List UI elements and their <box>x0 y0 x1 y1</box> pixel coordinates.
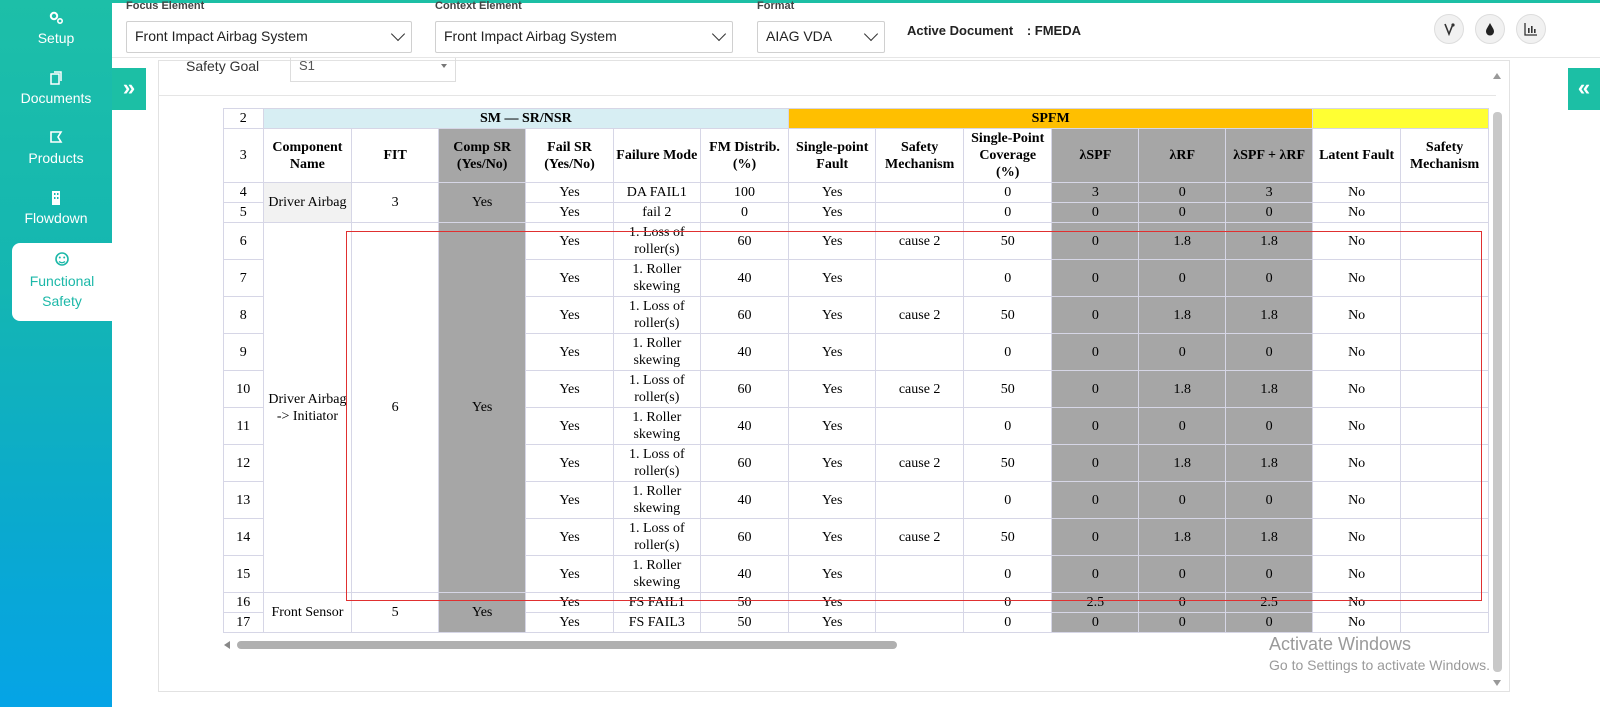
comp-sr-cell[interactable]: Yes <box>439 593 526 633</box>
component-name-cell[interactable]: Driver Airbag -> Initiator <box>263 223 352 593</box>
fmeda-table <box>223 108 1489 633</box>
sidebar-item-functional-safety[interactable] <box>12 243 112 321</box>
drop-icon <box>1484 22 1496 36</box>
column-header: FIT <box>352 129 439 183</box>
lspf-cell[interactable]: 0 <box>1052 556 1139 593</box>
lspf-cell[interactable]: 0 <box>1052 408 1139 445</box>
lrf-cell[interactable]: 0 <box>1139 482 1226 519</box>
safety-goal-select[interactable] <box>290 58 456 82</box>
column-header: λSPF <box>1052 129 1139 183</box>
sm2-cell[interactable] <box>1401 334 1489 371</box>
column-header: Comp SR (Yes/No) <box>439 129 526 183</box>
lspf-cell[interactable]: 0 <box>1052 260 1139 297</box>
format-value: AIAG VDA <box>766 28 833 44</box>
mode-cell[interactable]: 1. Loss of roller(s) <box>613 223 700 260</box>
row-number: 4 <box>224 183 264 203</box>
chart-button[interactable] <box>1516 14 1546 44</box>
latent-cell[interactable]: No <box>1313 482 1401 519</box>
row-number: 9 <box>224 334 264 371</box>
component-name-cell[interactable]: Front Sensor <box>263 593 352 633</box>
column-header-row <box>224 129 1489 183</box>
row-number: 7 <box>224 260 264 297</box>
sum-cell[interactable]: 3 <box>1226 183 1313 203</box>
comp-sr-cell[interactable]: Yes <box>439 223 526 593</box>
spf-cell[interactable]: Yes <box>789 556 876 593</box>
context-element-select[interactable] <box>435 21 733 53</box>
fail-sr-cell[interactable]: Yes <box>526 519 613 556</box>
row-number: 15 <box>224 556 264 593</box>
chevron-down-icon <box>712 27 726 41</box>
cov-cell[interactable]: 0 <box>963 260 1051 297</box>
mode-cell[interactable]: 1. Roller skewing <box>613 408 700 445</box>
mode-cell[interactable]: 1. Loss of roller(s) <box>613 519 700 556</box>
column-header: Component Name <box>263 129 352 183</box>
top-toolbar <box>112 0 1600 58</box>
divider <box>158 95 1496 96</box>
lrf-cell[interactable]: 0 <box>1139 613 1226 633</box>
sm2-cell[interactable] <box>1401 556 1489 593</box>
row-number: 16 <box>224 593 264 613</box>
latent-cell[interactable]: No <box>1313 183 1401 203</box>
sm-cell[interactable]: cause 2 <box>876 297 964 334</box>
row-number: 11 <box>224 408 264 445</box>
sm-cell[interactable]: cause 2 <box>876 519 964 556</box>
latent-cell[interactable]: No <box>1313 519 1401 556</box>
spf-cell[interactable]: Yes <box>789 334 876 371</box>
sidebar-item-label: Functional Safety <box>29 273 95 309</box>
sm2-cell[interactable] <box>1401 482 1489 519</box>
sm2-cell[interactable] <box>1401 260 1489 297</box>
spf-cell[interactable]: Yes <box>789 260 876 297</box>
latent-cell[interactable]: No <box>1313 613 1401 633</box>
row-number: 5 <box>224 203 264 223</box>
active-document <box>907 23 1081 38</box>
lrf-cell[interactable]: 0 <box>1139 203 1226 223</box>
dist-cell[interactable]: 60 <box>700 519 788 556</box>
cov-cell[interactable]: 50 <box>963 445 1051 482</box>
sm2-cell[interactable] <box>1401 519 1489 556</box>
sm-cell[interactable] <box>876 334 964 371</box>
sidebar-item-label: Products <box>28 150 84 166</box>
fmeda-sheet[interactable] <box>223 108 1489 638</box>
latent-cell[interactable]: No <box>1313 593 1401 613</box>
lspf-cell[interactable]: 0 <box>1052 445 1139 482</box>
row-number: 17 <box>224 613 264 633</box>
sm2-cell[interactable] <box>1401 223 1489 260</box>
latent-cell[interactable]: No <box>1313 260 1401 297</box>
sum-cell[interactable]: 1.8 <box>1226 519 1313 556</box>
row-number: 6 <box>224 223 264 260</box>
lspf-cell[interactable]: 0 <box>1052 203 1139 223</box>
mode-cell[interactable]: 1. Loss of roller(s) <box>613 297 700 334</box>
bar-chart-icon <box>1524 22 1538 36</box>
lrf-cell[interactable]: 1.8 <box>1139 519 1226 556</box>
context-element-value: Front Impact Airbag System <box>444 28 617 44</box>
dist-cell[interactable]: 100 <box>700 183 788 203</box>
sidebar-item-documents[interactable] <box>0 70 112 106</box>
format-select[interactable] <box>757 21 885 53</box>
focus-element-label: Focus Element <box>126 0 205 12</box>
lspf-cell[interactable]: 0 <box>1052 482 1139 519</box>
branch-icon <box>1442 22 1456 36</box>
group-header: SM — SR/NSR <box>263 109 789 129</box>
lrf-cell[interactable]: 1.8 <box>1139 297 1226 334</box>
sm2-cell[interactable] <box>1401 593 1489 613</box>
sm-cell[interactable] <box>876 183 964 203</box>
latent-cell[interactable]: No <box>1313 297 1401 334</box>
latent-cell[interactable]: No <box>1313 445 1401 482</box>
lspf-cell[interactable]: 3 <box>1052 183 1139 203</box>
mode-cell[interactable]: 1. Roller skewing <box>613 334 700 371</box>
lrf-cell[interactable]: 1.8 <box>1139 371 1226 408</box>
gears-icon <box>48 10 64 26</box>
row-number: 13 <box>224 482 264 519</box>
sum-cell[interactable]: 1.8 <box>1226 297 1313 334</box>
cov-cell[interactable]: 50 <box>963 297 1051 334</box>
fail-sr-cell[interactable]: Yes <box>526 445 613 482</box>
focus-element-value: Front Impact Airbag System <box>135 28 308 44</box>
spf-cell[interactable]: Yes <box>789 183 876 203</box>
dist-cell[interactable]: 40 <box>700 556 788 593</box>
sum-cell[interactable]: 0 <box>1226 613 1313 633</box>
cov-cell[interactable]: 0 <box>963 556 1051 593</box>
sidebar-item-flowdown[interactable] <box>0 190 112 226</box>
lrf-cell[interactable]: 1.8 <box>1139 223 1226 260</box>
latent-cell[interactable]: No <box>1313 334 1401 371</box>
mode-cell[interactable]: 1. Roller skewing <box>613 482 700 519</box>
dist-cell[interactable]: 40 <box>700 482 788 519</box>
fail-sr-cell[interactable]: Yes <box>526 334 613 371</box>
sm-cell[interactable] <box>876 203 964 223</box>
component-name-cell[interactable]: Driver Airbag <box>263 183 352 223</box>
column-header: Safety Mechanism <box>876 129 964 183</box>
lrf-cell[interactable]: 1.8 <box>1139 445 1226 482</box>
fail-sr-cell[interactable]: Yes <box>526 482 613 519</box>
table-row[interactable] <box>224 593 1489 613</box>
cov-cell[interactable]: 0 <box>963 203 1051 223</box>
lspf-cell[interactable]: 2.5 <box>1052 593 1139 613</box>
fail-sr-cell[interactable]: Yes <box>526 203 613 223</box>
lspf-cell[interactable]: 0 <box>1052 223 1139 260</box>
row-number: 12 <box>224 445 264 482</box>
fit-cell[interactable]: 3 <box>352 183 439 223</box>
fail-sr-cell[interactable]: Yes <box>526 593 613 613</box>
dist-cell[interactable]: 60 <box>700 297 788 334</box>
fail-sr-cell[interactable]: Yes <box>526 260 613 297</box>
mode-cell[interactable]: 1. Roller skewing <box>613 260 700 297</box>
column-header: Failure Mode <box>613 129 700 183</box>
sm-cell[interactable] <box>876 593 964 613</box>
sum-cell[interactable]: 0 <box>1226 556 1313 593</box>
sidebar-item-setup[interactable] <box>0 10 112 46</box>
flowdown-icon <box>48 190 64 206</box>
watermark-subtitle: Go to Settings to activate Windows. <box>1269 657 1490 673</box>
cov-cell[interactable]: 0 <box>963 334 1051 371</box>
fail-sr-cell[interactable]: Yes <box>526 223 613 260</box>
cov-cell[interactable]: 0 <box>963 408 1051 445</box>
sm2-cell[interactable] <box>1401 445 1489 482</box>
sm-cell[interactable]: cause 2 <box>876 445 964 482</box>
sum-cell[interactable]: 1.8 <box>1226 445 1313 482</box>
spf-cell[interactable]: Yes <box>789 223 876 260</box>
dist-cell[interactable]: 40 <box>700 260 788 297</box>
row-number: 8 <box>224 297 264 334</box>
sum-cell[interactable]: 0 <box>1226 203 1313 223</box>
vertical-scroll-thumb[interactable] <box>1493 112 1502 672</box>
lspf-cell[interactable]: 0 <box>1052 297 1139 334</box>
spf-cell[interactable]: Yes <box>789 445 876 482</box>
lrf-cell[interactable]: 0 <box>1139 334 1226 371</box>
mode-cell[interactable]: fail 2 <box>613 203 700 223</box>
sidebar-item-products[interactable] <box>0 130 112 166</box>
drop-button[interactable] <box>1475 14 1505 44</box>
comp-sr-cell[interactable]: Yes <box>439 183 526 223</box>
sm-cell[interactable]: cause 2 <box>876 223 964 260</box>
group-header: SPFM <box>789 109 1313 129</box>
fail-sr-cell[interactable]: Yes <box>526 556 613 593</box>
sum-cell[interactable]: 0 <box>1226 408 1313 445</box>
sum-cell[interactable]: 1.8 <box>1226 371 1313 408</box>
column-header: λSPF + λRF <box>1226 129 1313 183</box>
chevron-down-icon <box>391 27 405 41</box>
lspf-cell[interactable]: 0 <box>1052 371 1139 408</box>
group-header <box>1313 109 1489 129</box>
sm-cell[interactable] <box>876 408 964 445</box>
column-header: FM Distrib. (%) <box>700 129 788 183</box>
dist-cell[interactable]: 50 <box>700 613 788 633</box>
dist-cell[interactable]: 60 <box>700 445 788 482</box>
fail-sr-cell[interactable]: Yes <box>526 371 613 408</box>
sidebar-item-label: Documents <box>20 90 92 106</box>
lspf-cell[interactable]: 0 <box>1052 334 1139 371</box>
mode-cell[interactable]: 1. Loss of roller(s) <box>613 371 700 408</box>
table-row[interactable] <box>224 183 1489 203</box>
sm-cell[interactable] <box>876 613 964 633</box>
lrf-cell[interactable]: 0 <box>1139 260 1226 297</box>
lspf-cell[interactable]: 0 <box>1052 519 1139 556</box>
lrf-cell[interactable]: 0 <box>1139 408 1226 445</box>
sidebar-nav <box>0 0 112 707</box>
scroll-left-icon[interactable] <box>224 641 230 649</box>
dist-cell[interactable]: 0 <box>700 203 788 223</box>
lrf-cell[interactable]: 0 <box>1139 183 1226 203</box>
cov-cell[interactable]: 50 <box>963 371 1051 408</box>
latent-cell[interactable]: No <box>1313 203 1401 223</box>
latent-cell[interactable]: No <box>1313 371 1401 408</box>
mode-cell[interactable]: FS FAIL1 <box>613 593 700 613</box>
format-label: Format <box>757 0 795 12</box>
spf-cell[interactable]: Yes <box>789 371 876 408</box>
dist-cell[interactable]: 40 <box>700 408 788 445</box>
group-header-row <box>224 109 1489 129</box>
column-header: Safety Mechanism <box>1401 129 1489 183</box>
collapse-panel-button[interactable]: « <box>1568 68 1600 110</box>
sm2-cell[interactable] <box>1401 183 1489 203</box>
table-row[interactable] <box>224 223 1489 260</box>
watermark-title: Activate Windows <box>1269 634 1412 654</box>
documents-icon <box>48 70 64 86</box>
sm2-cell[interactable] <box>1401 371 1489 408</box>
mode-cell[interactable]: 1. Roller skewing <box>613 556 700 593</box>
active-document-value: : FMEDA <box>1026 23 1081 38</box>
fit-cell[interactable]: 6 <box>352 223 439 593</box>
spf-cell[interactable]: Yes <box>789 613 876 633</box>
cov-cell[interactable]: 0 <box>963 482 1051 519</box>
column-header: Single-Point Coverage (%) <box>963 129 1051 183</box>
spf-cell[interactable]: Yes <box>789 482 876 519</box>
sm2-cell[interactable] <box>1401 203 1489 223</box>
active-document-label: Active Document <box>907 23 1014 38</box>
sm2-cell[interactable] <box>1401 297 1489 334</box>
scroll-up-icon[interactable] <box>1493 73 1501 79</box>
dist-cell[interactable]: 60 <box>700 371 788 408</box>
row-number: 3 <box>224 129 264 183</box>
functional-safety-icon <box>54 251 70 267</box>
mode-cell[interactable]: FS FAIL3 <box>613 613 700 633</box>
fit-cell[interactable]: 5 <box>352 593 439 633</box>
latent-cell[interactable]: No <box>1313 408 1401 445</box>
expand-panel-button[interactable]: » <box>112 68 146 110</box>
spf-cell[interactable]: Yes <box>789 408 876 445</box>
sum-cell[interactable]: 2.5 <box>1226 593 1313 613</box>
sm2-cell[interactable] <box>1401 408 1489 445</box>
fail-sr-cell[interactable]: Yes <box>526 613 613 633</box>
dist-cell[interactable]: 50 <box>700 593 788 613</box>
sidebar-item-label: Flowdown <box>24 210 88 226</box>
fail-sr-cell[interactable]: Yes <box>526 183 613 203</box>
latent-cell[interactable]: No <box>1313 223 1401 260</box>
sum-cell[interactable]: 0 <box>1226 334 1313 371</box>
spf-cell[interactable]: Yes <box>789 203 876 223</box>
dist-cell[interactable]: 40 <box>700 334 788 371</box>
focus-element-select[interactable] <box>126 21 412 53</box>
products-icon <box>48 130 64 146</box>
column-header: Latent Fault <box>1313 129 1401 183</box>
sum-cell[interactable]: 0 <box>1226 260 1313 297</box>
mode-cell[interactable]: DA FAIL1 <box>613 183 700 203</box>
safety-goal-value: S1 <box>299 58 315 73</box>
lspf-cell[interactable]: 0 <box>1052 613 1139 633</box>
sm-cell[interactable] <box>876 260 964 297</box>
column-header: Fail SR (Yes/No) <box>526 129 613 183</box>
sm2-cell[interactable] <box>1401 613 1489 633</box>
spf-cell[interactable]: Yes <box>789 593 876 613</box>
fail-sr-cell[interactable]: Yes <box>526 408 613 445</box>
context-element-label: Context Element <box>435 0 522 12</box>
cov-cell[interactable]: 0 <box>963 183 1051 203</box>
sm-cell[interactable] <box>876 556 964 593</box>
sm-cell[interactable] <box>876 482 964 519</box>
sum-cell[interactable]: 1.8 <box>1226 223 1313 260</box>
caret-down-icon <box>441 64 447 68</box>
sm-cell[interactable]: cause 2 <box>876 371 964 408</box>
latent-cell[interactable]: No <box>1313 556 1401 593</box>
lrf-cell[interactable]: 0 <box>1139 593 1226 613</box>
row-number: 10 <box>224 371 264 408</box>
cov-cell[interactable]: 50 <box>963 519 1051 556</box>
column-header: λRF <box>1139 129 1226 183</box>
chevron-down-icon <box>864 27 878 41</box>
safety-goal-label: Safety Goal <box>186 58 260 74</box>
sidebar-item-label: Setup <box>37 30 75 46</box>
spf-cell[interactable]: Yes <box>789 297 876 334</box>
cov-cell[interactable]: 0 <box>963 613 1051 633</box>
scroll-down-icon[interactable] <box>1493 680 1501 686</box>
cov-cell[interactable]: 50 <box>963 223 1051 260</box>
lrf-cell[interactable]: 0 <box>1139 556 1226 593</box>
sum-cell[interactable]: 0 <box>1226 482 1313 519</box>
version-button[interactable] <box>1434 14 1464 44</box>
row-number: 14 <box>224 519 264 556</box>
row-number: 2 <box>224 109 264 129</box>
cov-cell[interactable]: 0 <box>963 593 1051 613</box>
horizontal-scroll-thumb[interactable] <box>237 641 897 649</box>
dist-cell[interactable]: 60 <box>700 223 788 260</box>
column-header: Single-point Fault <box>789 129 876 183</box>
fail-sr-cell[interactable]: Yes <box>526 297 613 334</box>
mode-cell[interactable]: 1. Loss of roller(s) <box>613 445 700 482</box>
spf-cell[interactable]: Yes <box>789 519 876 556</box>
